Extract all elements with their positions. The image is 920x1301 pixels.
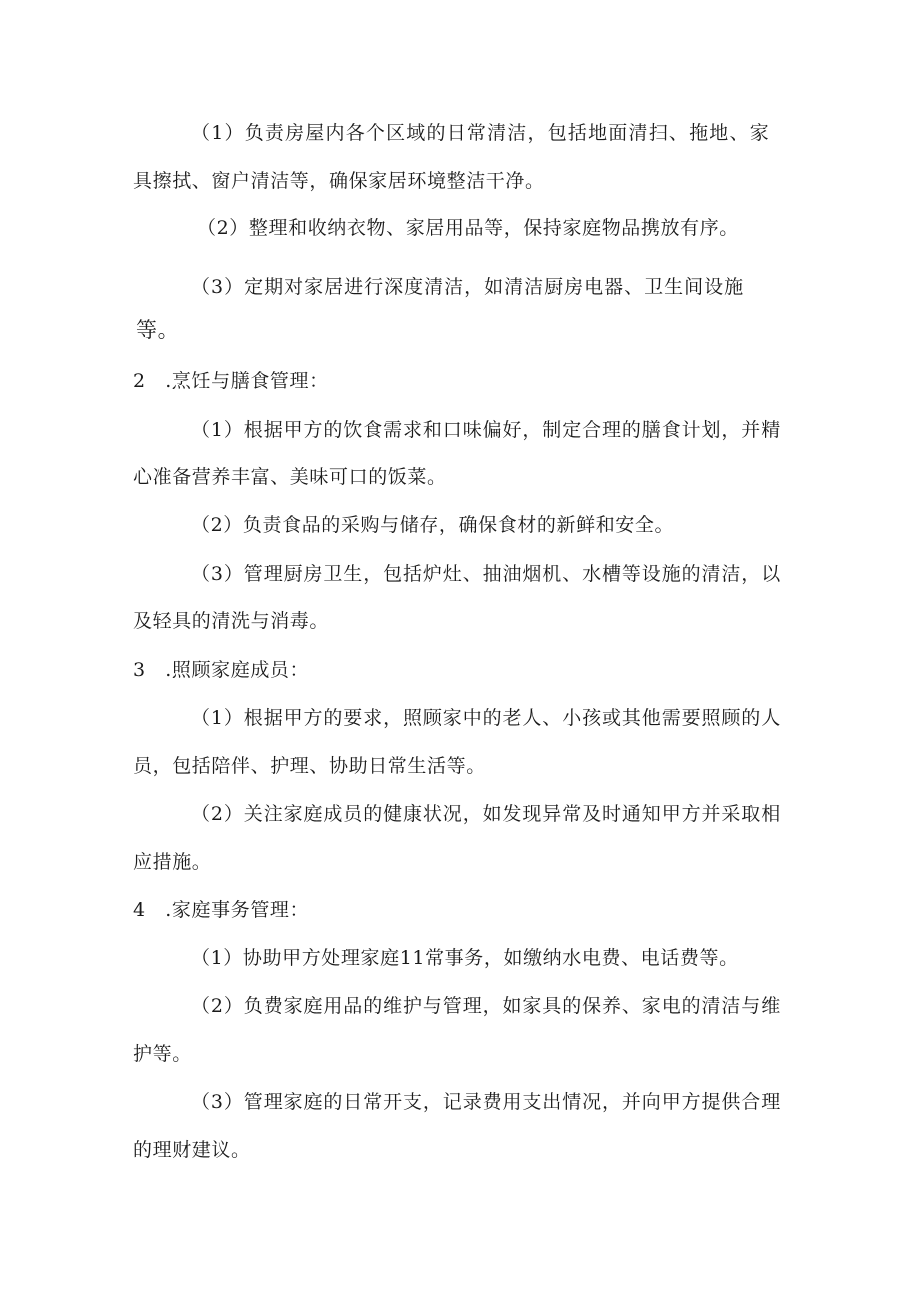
cooking-item-1-line-2: 心准备营养丰富、美味可口的饭菜。 [133,466,447,488]
cleaning-item-1-line-1: （1）负责房屋内各个区域的日常清洁，包括地面清扫、拖地、家 [191,122,770,144]
cleaning-item-3-line-1: （3）定期对家居进行深度清洁，如清洁厨房电器、卫生间设施 [191,276,745,298]
cooking-item-3-line-1: （3）管理厨房卫生，包括炉灶、抽油烟机、水槽等设施的清洁，以 [191,563,782,585]
care-item-1-line-1: （1）根据甲方的要求，照顾家中的老人、小孩或其他需要照顾的人 [191,707,782,729]
section-heading-cooking: 2 .烹饪与膳食管理： [133,370,329,392]
affairs-item-3-line-1: （3）管理家庭的日常开支，记录费用支出情况，并向甲方提供合理 [191,1091,782,1113]
section-heading-family-care: 3 .照顾家庭成员： [133,659,310,681]
affairs-item-2-line-2: 护等。 [133,1043,192,1065]
affairs-item-1: （1）协助甲方处理家庭11常事务，如缴纳水电费、电话费等。 [191,947,739,969]
cooking-item-1-line-1: （1）根据甲方的饮食需求和口味偏好，制定合理的膳食计划，并精 [191,419,782,441]
cooking-item-3-line-2: 及轻具的清洗与消毒。 [133,610,330,632]
care-item-2-line-2: 应措施。 [133,851,212,873]
cleaning-item-2: （2）整理和收纳衣物、家居用品等，保持家庭物品携放有序。 [197,217,739,239]
cooking-item-2: （2）负责食品的采购与储存，确保食材的新鲜和安全。 [191,514,675,536]
affairs-item-2-line-1: （2）负费家庭用品的维护与管理，如家具的保养、家电的清洁与维 [191,995,782,1017]
cleaning-item-1-line-2: 具擦拭、窗户清洁等，确保家居环境整洁干净。 [133,170,545,192]
care-item-1-line-2: 员，包括陪伴、护理、协助日常生活等。 [133,755,486,777]
cleaning-item-3-line-2: 等。 [136,318,180,342]
affairs-item-3-line-2: 的理财建议。 [133,1139,251,1161]
section-heading-household-affairs: 4 .家庭事务管理： [133,899,310,921]
care-item-2-line-1: （2）关注家庭成员的健康状况，如发现异常及时通知甲方并采取相 [191,803,782,825]
